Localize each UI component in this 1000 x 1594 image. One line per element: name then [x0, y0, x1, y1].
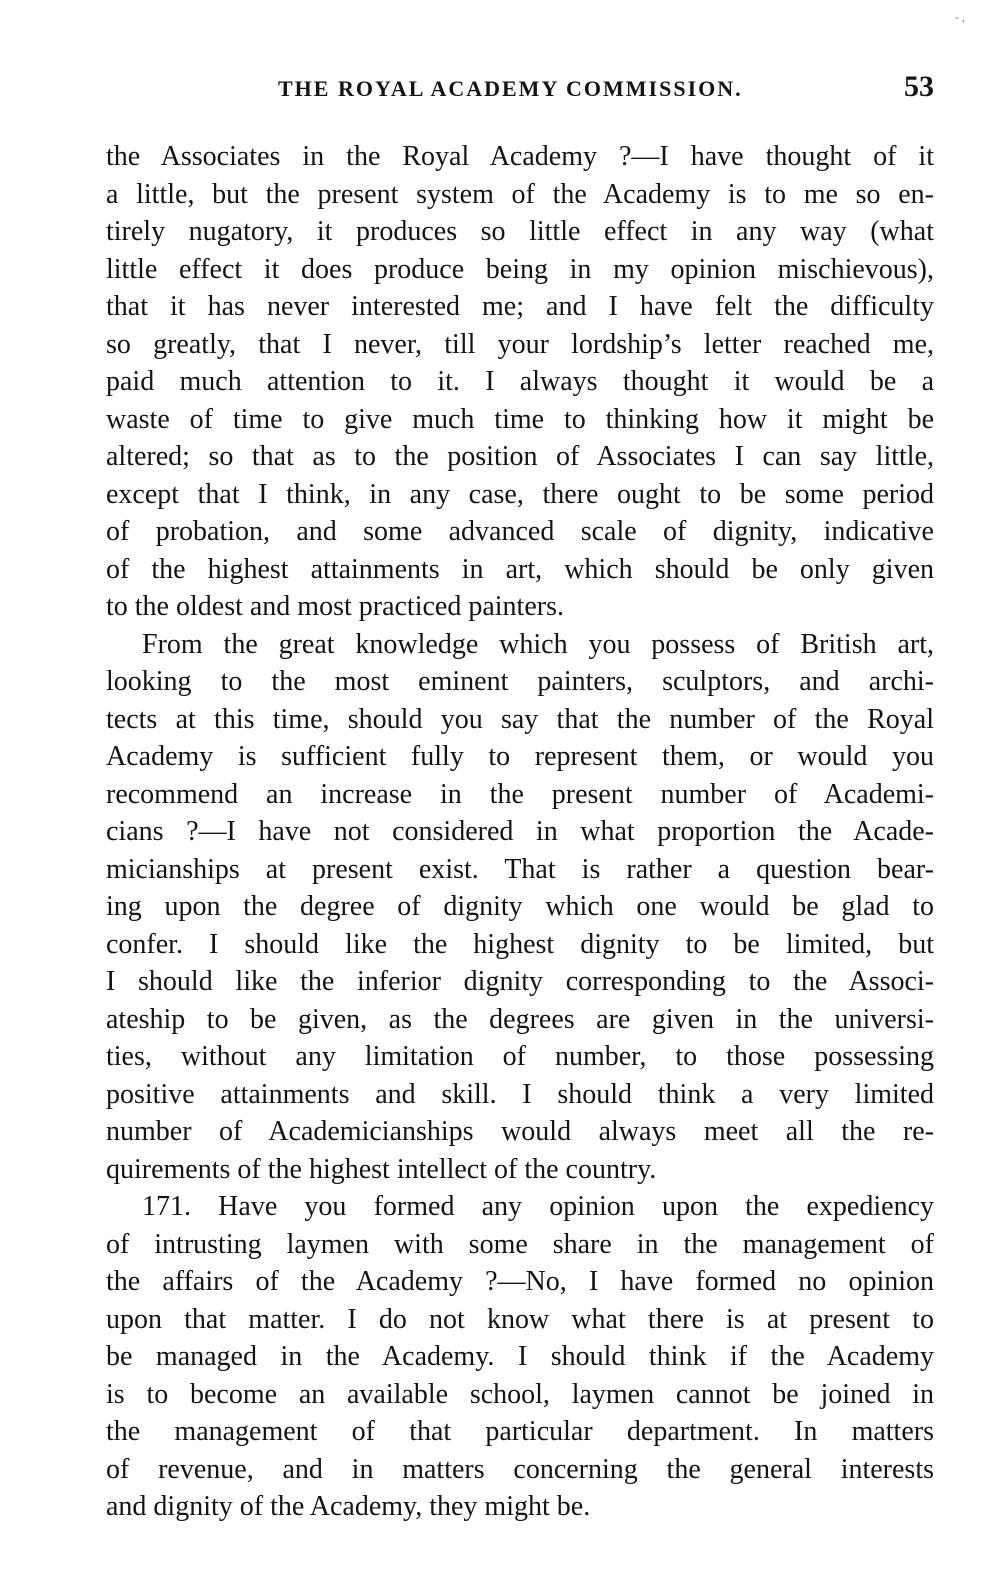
text-line: ties, without any limitation of number, to those possessing	[106, 1041, 934, 1072]
text-line: the affairs of the Academy ?—No, I have formed no opinion	[106, 1266, 934, 1297]
text-line: quirements of the highest intellect of the country.	[106, 1153, 657, 1185]
text-line: little effect it does produce being in my opinion mischievous),	[106, 253, 934, 285]
text-line: 171. Have you formed any opinion upon the expediency	[142, 1191, 934, 1222]
running-head: THE ROYAL ACADEMY COMMISSION.	[278, 76, 743, 101]
text-line: to the oldest and most practiced painters.	[106, 591, 564, 622]
text-line: be managed in the Academy. I should think if the Academy	[106, 1341, 934, 1372]
text-line: the Associates in the Royal Academy ?—I have thought of it	[106, 141, 934, 172]
paragraph	[106, 138, 934, 626]
text-line: looking to the most eminent painters, sculptors, and archi-	[106, 666, 934, 697]
text-line: of intrusting laymen with some share in the management of	[106, 1228, 934, 1260]
text-line: altered; so that as to the position of Associates I can say little,	[106, 441, 934, 472]
text-line: tects at this time, should you say that the number of the Royal	[106, 703, 934, 735]
text-line: so greatly, that I never, till your lordship’s letter reached me,	[106, 328, 934, 360]
text-line: of probation, and some advanced scale of dignity, indicative	[106, 516, 934, 547]
text-line: number of Academicianships would always meet all the re-	[106, 1116, 934, 1147]
text-line: ing upon the degree of dignity which one would be glad to	[106, 891, 934, 922]
text-line: Academy is sufficient fully to represent them, or would you	[106, 741, 934, 772]
paragraph	[106, 1188, 934, 1526]
text-line: and dignity of the Academy, they might be.	[106, 1491, 591, 1522]
text-line: upon that matter. I do not know what there is at present to	[106, 1303, 934, 1335]
paragraph	[106, 626, 934, 1189]
text-line: I should like the inferior dignity corresponding to the Associ-	[106, 966, 934, 997]
text-line: that it has never interested me; and I have felt the difficulty	[106, 291, 934, 322]
text-line: of the highest attainments in art, which should be only given	[106, 553, 934, 585]
text-line: paid much attention to it. I always thought it would be a	[106, 366, 934, 397]
text-line: tirely nugatory, it produces so little effect in any way (what	[106, 216, 934, 247]
text-line: a little, but the present system of the Academy is to me so en-	[106, 178, 934, 210]
page-number: 53	[904, 70, 934, 103]
text-line: cians ?—I have not considered in what proportion the Acade-	[106, 816, 934, 847]
page-header	[106, 70, 934, 110]
text-line: of revenue, and in matters concerning the general interests	[106, 1453, 934, 1485]
text-line: recommend an increase in the present number of Academi-	[106, 778, 934, 810]
body-text	[106, 138, 934, 1526]
text-line: waste of time to give much time to thinking how it might be	[106, 403, 934, 435]
text-line: positive attainments and skill. I should think a very limited	[106, 1078, 934, 1110]
text-line: is to become an available school, laymen cannot be joined in	[106, 1378, 934, 1410]
text-line: confer. I should like the highest dignity to be limited, but	[106, 928, 934, 960]
text-line: micianships at present exist. That is rather a question bear-	[106, 853, 934, 885]
text-line: the management of that particular department. In matters	[106, 1416, 934, 1447]
text-line: except that I think, in any case, there ought to be some period	[106, 478, 934, 510]
corner-mark: - ,	[955, 10, 965, 24]
text-line: From the great knowledge which you possess of British art,	[142, 628, 934, 660]
text-line: ateship to be given, as the degrees are given in the universi-	[106, 1003, 934, 1035]
